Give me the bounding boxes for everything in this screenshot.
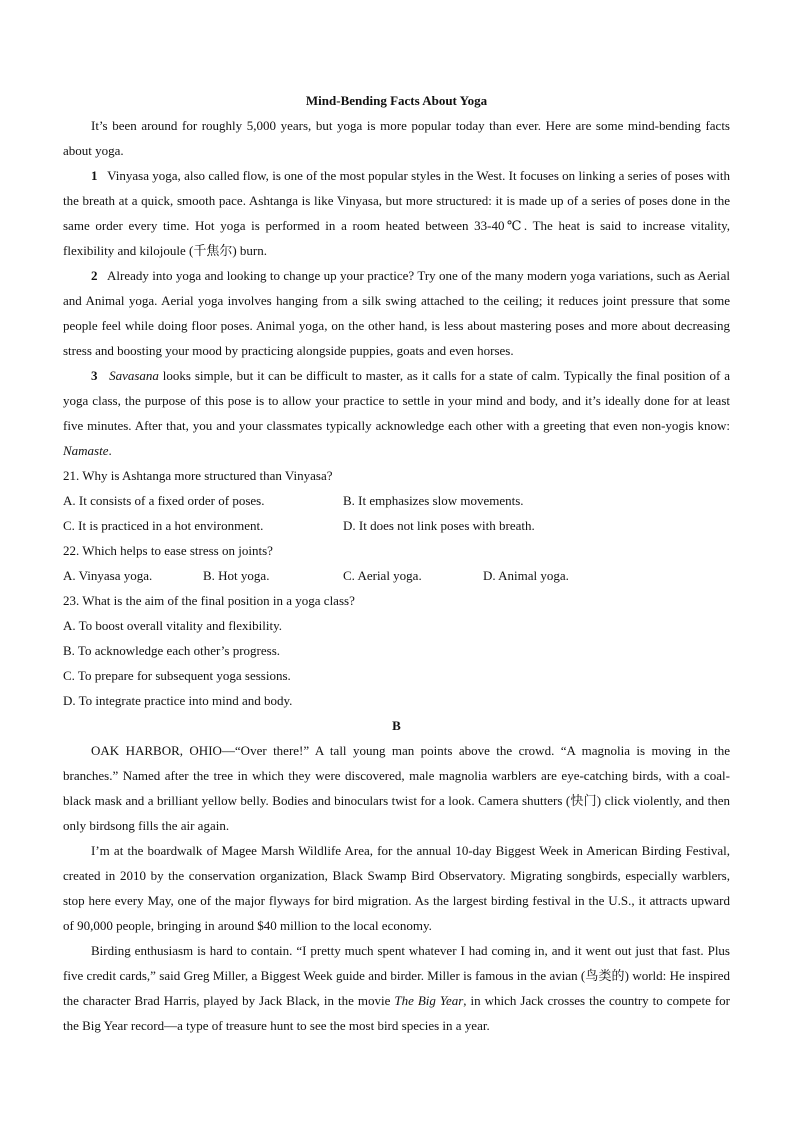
fact-text: looks simple, but it can be difficult to master, as it calls for a state of calm. Typically the final position of a yoga class, the purpose of this pose is to allow your practice to settle in your mind and body, and it’s ideally done for at least five minutes. After that, you and your classmates typically acknowledge each other with a greeting that even non-yogis know: xyxy=(63,368,730,433)
fact-italic-term: Namaste xyxy=(63,443,109,458)
paragraph-text-end: , in which Jack crosses the country to compete for the Big Year record—a type of treasure hunt to see the most bird species in a year. xyxy=(63,993,730,1033)
section-b-paragraph-1: OAK HARBOR, OHIO—“Over there!” A tall young man points above the crowd. “A magnolia is moving in the branches.” Named after the tree in which they were discovered, male magnolia warblers are eye-catching birds, with a coal-black mask and a brilliant yellow belly. Bodies and binoculars twist for a look. Camera shutters (快门) click violently, and then only birdsong fills the air again. xyxy=(63,743,730,833)
section-b-label: B xyxy=(392,718,401,733)
question-22-options-row xyxy=(63,563,730,588)
fact-paragraph-3 xyxy=(63,363,730,463)
question-21-option-c[interactable]: C. It is practiced in a hot environment. xyxy=(63,518,264,533)
movie-title: The Big Year xyxy=(394,993,464,1008)
article-title: Mind-Bending Facts About Yoga xyxy=(305,93,488,108)
question-21-options-row-2 xyxy=(63,513,730,538)
question-21-stem: 21. Why is Ashtanga more structured than Vinyasa? xyxy=(63,468,333,483)
fact-paragraph-2 xyxy=(63,263,730,363)
fact-text: Already into yoga and looking to change up your practice? Try one of the many modern yoga variations, such as Aerial and Animal yoga. Aerial yoga involves hanging from a silk swing attached to the ceiling; it reduces joint pressure that some people feel while doing floor poses. Animal yoga, on the other hand, is less about mastering poses and more about decreasing stress and boosting your mood by practicing alongside puppies, goats and even horses. xyxy=(63,268,730,358)
question-21-option-d[interactable]: D. It does not link poses with breath. xyxy=(343,518,535,533)
question-21-option-a[interactable]: A. It consists of a fixed order of poses. xyxy=(63,493,265,508)
question-23-stem: 23. What is the aim of the final position in a yoga class? xyxy=(63,593,355,608)
section-b-paragraph-2: I’m at the boardwalk of Magee Marsh Wildlife Area, for the annual 10-day Biggest Week in American Birding Festival, created in 2010 by the conservation organization, Black Swamp Bird Observatory. Migrating songbirds, especially warblers, stop here every May, one of the major flyways for bird migration. As the largest birding festival in the U.S., it attracts upward of 90,000 people, bringing in around $40 million to the local economy. xyxy=(63,843,730,933)
question-22-option-c[interactable]: C. Aerial yoga. xyxy=(343,568,422,583)
fact-number: 3 xyxy=(91,368,98,383)
question-21-option-b[interactable]: B. It emphasizes slow movements. xyxy=(343,493,524,508)
question-22-option-a[interactable]: A. Vinyasa yoga. xyxy=(63,568,153,583)
fact-paragraph-1 xyxy=(63,163,730,263)
question-23-option-b[interactable]: B. To acknowledge each other’s progress. xyxy=(63,643,281,658)
fact-text-end: . xyxy=(108,443,112,458)
section-b-paragraph-3 xyxy=(63,938,730,1038)
document-page xyxy=(63,88,730,1038)
intro-paragraph: It’s been around for roughly 5,000 years, but yoga is more popular today than ever. Here are some mind-bending facts about yoga. xyxy=(63,118,730,158)
fact-number: 1 xyxy=(91,168,98,183)
question-21-options-row-1 xyxy=(63,488,730,513)
fact-number: 2 xyxy=(91,268,98,283)
question-23-option-d[interactable]: D. To integrate practice into mind and body. xyxy=(63,693,293,708)
fact-text: Vinyasa yoga, also called flow, is one of the most popular styles in the West. It focuses on linking a series of poses with the breath at a quick, smooth pace. Ashtanga is like Vinyasa, but more structured: it is made up of a series of poses done in the same order every time. Hot yoga is performed in a room heated between 33-40℃. The heat is said to increase vitality, flexibility and kilojoule (千焦尔) burn. xyxy=(63,168,731,258)
fact-italic-term: Savasana xyxy=(109,368,159,383)
question-23-option-a[interactable]: A. To boost overall vitality and flexibility. xyxy=(63,618,282,633)
question-22-option-d[interactable]: D. Animal yoga. xyxy=(483,568,569,583)
question-22-option-b[interactable]: B. Hot yoga. xyxy=(203,568,270,583)
question-22-stem: 22. Which helps to ease stress on joints? xyxy=(63,543,273,558)
paragraph-text: Birding enthusiasm is hard to contain. “I pretty much spent whatever I had coming in, and it went out just that fast. Plus five credit cards,” said Greg Miller, a Biggest Week guide and birder. Miller is famous in the avian (鸟类的) world: He inspired the character Brad Harris, played by Jack Black, in the movie xyxy=(63,943,730,1008)
question-23-option-c[interactable]: C. To prepare for subsequent yoga sessions. xyxy=(63,668,291,683)
